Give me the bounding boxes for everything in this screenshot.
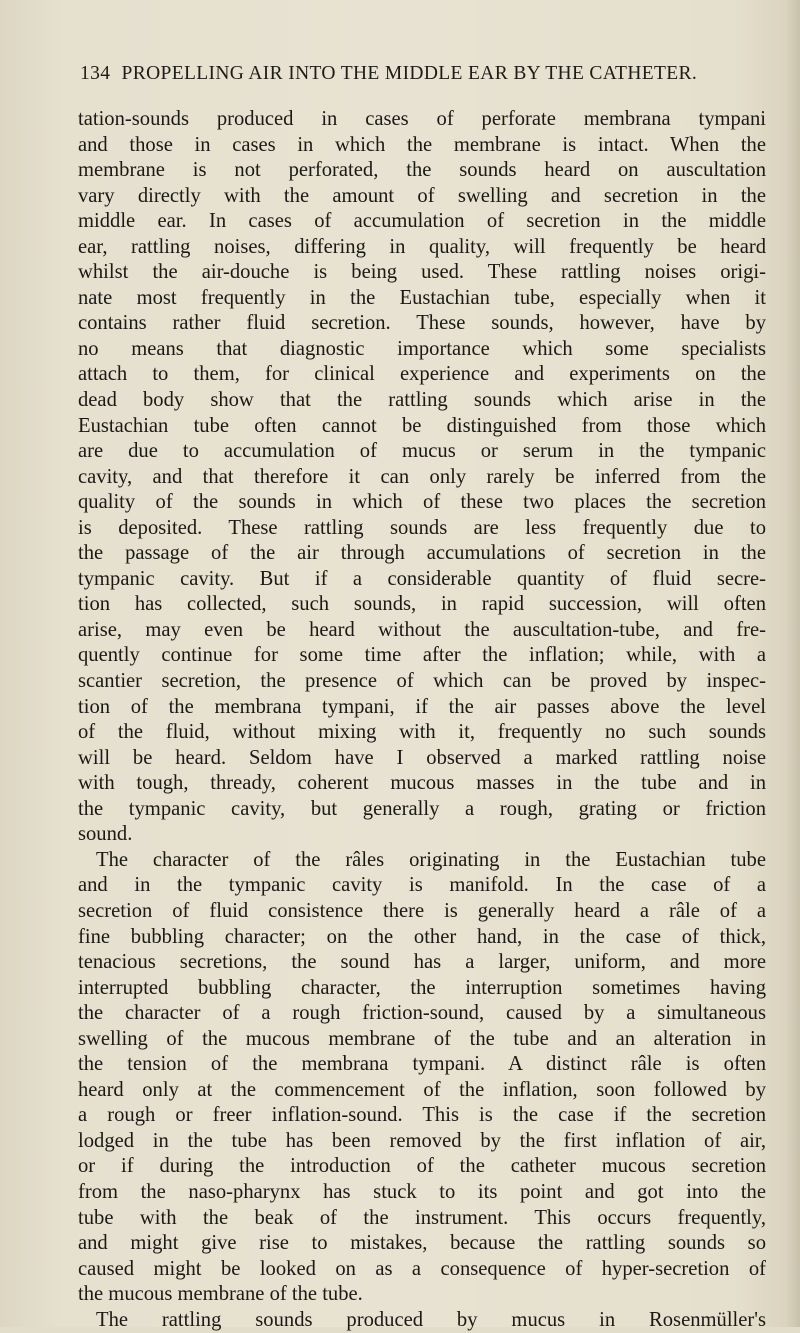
text-line: ear, rattling noises, differing in quality, will frequently be heard bbox=[78, 235, 766, 258]
text-line: contains rather fluid secretion. These sounds, however, have by bbox=[78, 312, 766, 335]
text-line: The rattling sounds produced by mucus in Rosenmüller's bbox=[96, 1308, 766, 1331]
text-line: quality of the sounds in which of these two places the secretion bbox=[78, 491, 766, 514]
text-line: tion has collected, such sounds, in rapid succession, will often bbox=[78, 593, 766, 616]
text-line: and those in cases in which the membrane is intact. When the bbox=[78, 133, 766, 156]
text-line: the tension of the membrana tympani. A distinct râle is often bbox=[78, 1053, 766, 1076]
text-line: tation-sounds produced in cases of perforate membrana tympani bbox=[78, 108, 766, 130]
text-line: and in the tympanic cavity is manifold. In the case of a bbox=[78, 874, 766, 897]
text-line: scantier secretion, the presence of which can be proved by inspec- bbox=[78, 670, 766, 693]
text-line: of the fluid, without mixing with it, frequently no such sounds bbox=[78, 721, 766, 744]
text-line: cavity, and that therefore it can only rarely be inferred from the bbox=[78, 465, 766, 488]
text-line: sound. bbox=[78, 823, 133, 846]
text-line: the tympanic cavity, but generally a rough, grating or friction bbox=[78, 797, 766, 820]
text-line: from the naso-pharynx has stuck to its point and got into the bbox=[78, 1180, 766, 1203]
text-line: arise, may even be heard without the auscultation-tube, and fre- bbox=[78, 618, 766, 641]
text-line: tympanic cavity. But if a considerable quantity of fluid secre- bbox=[78, 567, 766, 590]
text-line: are due to accumulation of mucus or serum in the tympanic bbox=[78, 440, 766, 463]
text-line: lodged in the tube has been removed by the first inflation of air, bbox=[78, 1129, 766, 1152]
text-line: caused might be looked on as a consequence of hyper-secretion of bbox=[78, 1257, 766, 1280]
text-line: with tough, thready, coherent mucous masses in the tube and in bbox=[78, 772, 766, 795]
text-line: vary directly with the amount of swelling and secretion in the bbox=[78, 184, 766, 207]
text-line: Eustachian tube often cannot be distinguished from those which bbox=[78, 414, 766, 437]
page-edge-shadow bbox=[786, 0, 800, 1327]
text-line: will be heard. Seldom have I observed a marked rattling noise bbox=[78, 746, 766, 769]
text-line: a rough or freer inflation-sound. This is the case if the secretion bbox=[78, 1104, 766, 1127]
text-line: secretion of fluid consistence there is generally heard a râle of a bbox=[78, 899, 766, 922]
running-title: PROPELLING AIR INTO THE MIDDLE EAR BY THE CATHETER. bbox=[121, 63, 698, 84]
running-head bbox=[80, 63, 760, 85]
text-line: tenacious secretions, the sound has a larger, uniform, and more bbox=[78, 951, 766, 974]
text-line: The character of the râles originating in the Eustachian tube bbox=[96, 848, 766, 871]
text-line: the character of a rough friction-sound, caused by a simultaneous bbox=[78, 1002, 766, 1025]
body-text bbox=[78, 107, 766, 1333]
text-line: interrupted bubbling character, the interruption sometimes having bbox=[78, 976, 766, 999]
page-number: 134 bbox=[80, 63, 111, 84]
text-line: membrane is not perforated, the sounds heard on auscultation bbox=[78, 159, 766, 182]
text-line: is deposited. These rattling sounds are less frequently due to bbox=[78, 516, 766, 539]
text-line: heard only at the commencement of the inflation, soon followed by bbox=[78, 1078, 766, 1101]
text-line: tube with the beak of the instrument. This occurs frequently, bbox=[78, 1206, 766, 1229]
text-line: and might give rise to mistakes, because the rattling sounds so bbox=[78, 1232, 766, 1255]
text-line: quently continue for some time after the inflation; while, with a bbox=[78, 644, 766, 667]
text-line: whilst the air-douche is being used. These rattling noises origi- bbox=[78, 261, 766, 284]
text-line: nate most frequently in the Eustachian tube, especially when it bbox=[78, 286, 766, 309]
text-line: or if during the introduction of the catheter mucous secretion bbox=[78, 1155, 766, 1178]
text-line: fine bubbling character; on the other hand, in the case of thick, bbox=[78, 925, 766, 948]
text-line: the passage of the air through accumulations of secretion in the bbox=[78, 542, 766, 565]
text-line: swelling of the mucous membrane of the tube and an alteration in bbox=[78, 1027, 766, 1050]
text-line: no means that diagnostic importance which some specialists bbox=[78, 337, 766, 360]
text-line: dead body show that the rattling sounds which arise in the bbox=[78, 389, 766, 412]
text-line: attach to them, for clinical experience and experiments on the bbox=[78, 363, 766, 386]
text-line: the mucous membrane of the tube. bbox=[78, 1283, 363, 1306]
text-line: tion of the membrana tympani, if the air passes above the level bbox=[78, 695, 766, 718]
text-line: middle ear. In cases of accumulation of secretion in the middle bbox=[78, 210, 766, 233]
